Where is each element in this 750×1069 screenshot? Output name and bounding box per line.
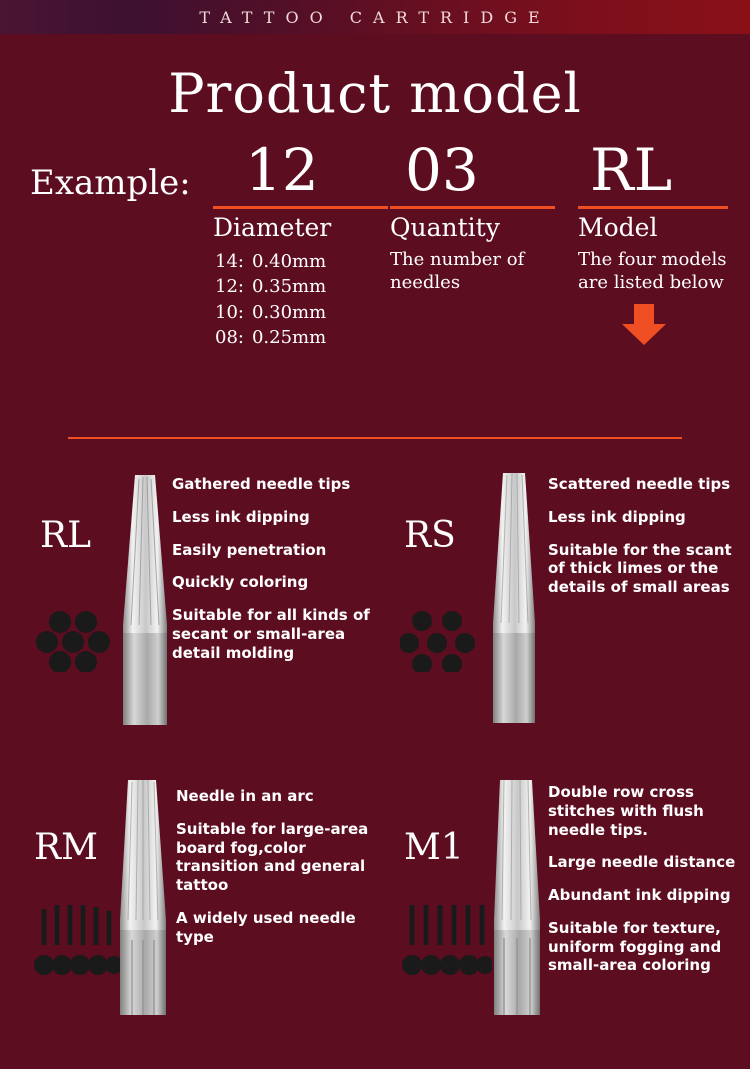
list-item: Easily penetration: [172, 540, 327, 559]
list-item: Less ink dipping: [172, 507, 310, 526]
list-item: Suitable for all kinds of secant or small-area detail molding: [172, 606, 370, 662]
quantity-description: The number of needles: [390, 249, 525, 294]
model-rm-code: RM: [34, 827, 98, 868]
quantity-heading: Quantity: [390, 213, 500, 242]
list-item: Less ink dipping: [548, 507, 686, 526]
diameter-size: 0.25mm: [251, 327, 327, 349]
model-m1-dot-pattern-icon: [400, 905, 492, 984]
model-rs-features: [548, 475, 733, 611]
model-description: The four models are listed below: [578, 249, 727, 294]
diameter-size: 0.40mm: [251, 251, 327, 272]
banner-text: TATTOO CARTRIDGE: [199, 7, 551, 27]
example-column-model: [578, 136, 728, 304]
model-rm-dot-pattern-icon: [32, 905, 122, 984]
page-title: Product model: [168, 62, 582, 125]
list-item: Gathered needle tips: [172, 475, 351, 493]
model-rs-code: RS: [404, 515, 456, 556]
list-item: Suitable for large-area board fog,color transition and general tattoo: [176, 819, 369, 894]
list-item: Quickly coloring: [172, 573, 309, 592]
list-item: Large needle distance: [548, 853, 736, 872]
top-banner: [0, 0, 750, 34]
table-row: [215, 250, 332, 273]
diameter-code: 14:: [215, 251, 244, 272]
model-rs-dot-pattern-icon: [400, 610, 480, 672]
table-row: [215, 275, 332, 298]
model-m1-features: [548, 783, 738, 989]
model-rm-features: [176, 787, 376, 960]
model-heading: Model: [578, 213, 658, 242]
diameter-table: [213, 248, 334, 352]
list-item: Suitable for the scant of thick limes or the details of small areas: [548, 540, 732, 596]
example-label: Example:: [30, 163, 191, 203]
table-row: [215, 326, 332, 349]
model-rl-features: [172, 475, 372, 676]
diameter-size: 0.30mm: [251, 301, 327, 323]
diameter-code: 12:: [215, 276, 244, 298]
model-rl-needle-image: [115, 475, 175, 729]
diameter-code: 08:: [215, 327, 244, 349]
diameter-underline: [213, 206, 388, 209]
diameter-heading: Diameter: [213, 213, 332, 242]
list-item: Suitable for texture, uniform fogging and small-area coloring: [548, 918, 722, 975]
table-row: [215, 301, 332, 324]
list-item: Double row cross stitches with flush needle tips.: [548, 783, 704, 839]
model-m1-needle-image: [486, 780, 548, 1019]
model-rm-needle-image: [112, 780, 174, 1019]
quantity-underline: [390, 206, 555, 209]
diameter-size: 0.35mm: [251, 276, 327, 298]
model-m1-code: M1: [404, 827, 464, 868]
list-item: Scattered needle tips: [548, 475, 731, 493]
model-rl-code: RL: [40, 515, 92, 556]
diameter-code: 10:: [215, 301, 244, 323]
quantity-value: 03: [405, 136, 479, 204]
list-item: A widely used needle type: [176, 908, 356, 946]
example-section: [0, 131, 750, 391]
model-rl-dot-pattern-icon: [36, 610, 114, 672]
example-column-quantity: [390, 136, 555, 294]
list-item: Needle in an arc: [176, 787, 314, 805]
section-divider: [68, 437, 682, 439]
diameter-value: 12: [245, 136, 319, 204]
model-underline: [578, 206, 728, 209]
model-value: RL: [590, 136, 673, 204]
example-column-diameter: [213, 136, 388, 352]
model-rs-needle-image: [485, 473, 543, 727]
list-item: Abundant ink dipping: [548, 886, 731, 904]
